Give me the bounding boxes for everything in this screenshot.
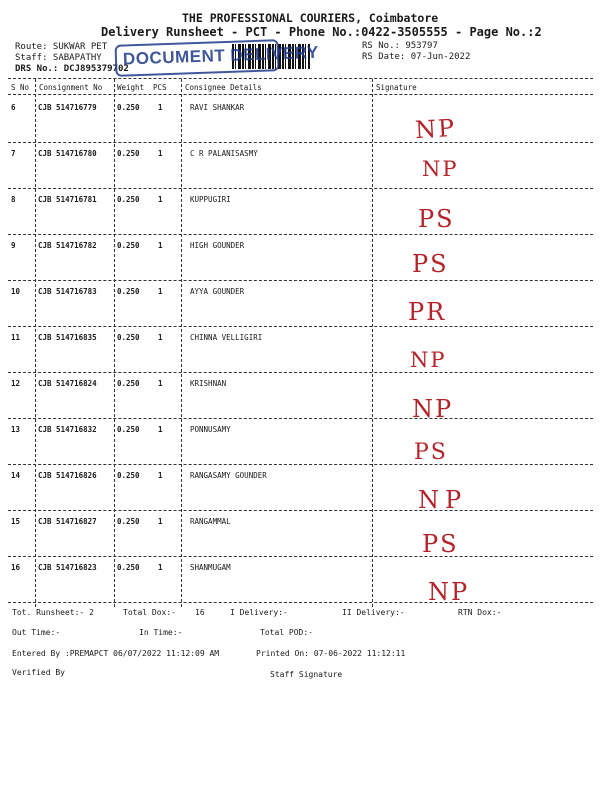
row-consignee: KUPPUGIRI — [190, 195, 231, 204]
row-sno: 12 — [11, 379, 21, 388]
row-consignee: RANGASAMY GOUNDER — [190, 471, 267, 480]
row-rule — [8, 326, 593, 327]
staff-label: Staff: SABAPATHY — [15, 53, 102, 63]
row-pcs: 1 — [158, 471, 163, 480]
row-sno: 13 — [11, 425, 21, 434]
row-consignment: CJB 514716832 — [38, 425, 97, 434]
row-rule — [8, 510, 593, 511]
row-consignee: AYYA GOUNDER — [190, 287, 245, 296]
col-header-pcs: PCS — [153, 83, 167, 92]
col-header-consignment: Consignment No — [39, 83, 103, 92]
table-header-rule — [8, 94, 593, 95]
col-divider-consignment — [114, 79, 115, 607]
row-signature: PS — [422, 530, 459, 558]
row-signature: NP — [410, 348, 447, 372]
row-rule — [8, 372, 593, 373]
entered-by: Entered By :PREMAPCT 06/07/2022 11:12:09 AM — [12, 649, 220, 658]
row-pcs: 1 — [158, 287, 163, 296]
route-label: Route: SUKWAR PET — [15, 42, 108, 52]
rtn-dox: RTN Dox:- — [458, 608, 502, 617]
in-time: In Time:- — [139, 628, 183, 637]
row-consignee: PONNUSAMY — [190, 425, 231, 434]
table-top-rule — [8, 78, 593, 79]
rs-date: RS Date: 07-Jun-2022 — [362, 52, 471, 62]
row-signature: PR — [408, 298, 447, 326]
row-pcs: 1 — [158, 517, 163, 526]
row-weight: 0.250 — [117, 563, 140, 572]
row-consignment: CJB 514716823 — [38, 563, 97, 572]
out-time: Out Time:- — [12, 628, 61, 637]
row-consignment: CJB 514716782 — [38, 241, 97, 250]
total-pod: Total POD:- — [260, 628, 313, 637]
row-weight: 0.250 — [117, 471, 140, 480]
row-consignment: CJB 514716824 — [38, 379, 97, 388]
rs-number: RS No.: 953797 — [362, 41, 438, 51]
row-rule — [8, 464, 593, 465]
row-rule — [8, 280, 593, 281]
row-pcs: 1 — [158, 195, 163, 204]
row-consignee: C R PALANISASMY — [190, 149, 258, 158]
col-header-signature: Signature — [376, 83, 417, 92]
document-delivery-stamp — [114, 39, 320, 77]
stamp-text: DOCUMENT DELIVERY — [122, 42, 320, 69]
total-runsheet: Tot. Runsheet:- 2 — [12, 608, 94, 617]
row-pcs: 1 — [158, 563, 163, 572]
row-weight: 0.250 — [117, 149, 140, 158]
staff-signature: Staff Signature — [270, 670, 343, 679]
row-rule — [8, 556, 593, 557]
row-weight: 0.250 — [117, 287, 140, 296]
row-weight: 0.250 — [117, 517, 140, 526]
row-sno: 9 — [11, 241, 16, 250]
col-header-sno: S No — [11, 83, 30, 92]
row-consignee: KRISHNAN — [190, 379, 227, 388]
col-header-consignee: Consignee Details — [185, 83, 262, 92]
i-delivery: I Delivery:- — [230, 608, 288, 617]
col-divider-consignee — [372, 79, 373, 607]
row-consignment: CJB 514716835 — [38, 333, 97, 342]
row-signature: PS — [414, 440, 448, 465]
row-consignment: CJB 514716827 — [38, 517, 97, 526]
row-weight: 0.250 — [117, 379, 140, 388]
row-pcs: 1 — [158, 379, 163, 388]
row-sno: 8 — [11, 195, 16, 204]
row-consignment: CJB 514716781 — [38, 195, 97, 204]
row-sno: 14 — [11, 471, 21, 480]
row-rule — [8, 188, 593, 189]
printed-on: Printed On: 07-06-2022 11:12:11 — [256, 649, 406, 658]
ii-delivery: II Delivery:- — [342, 608, 405, 617]
row-sno: 10 — [11, 287, 21, 296]
row-signature: NP — [414, 113, 457, 145]
row-sno: 7 — [11, 149, 16, 158]
row-pcs: 1 — [158, 425, 163, 434]
drs-number: DRS No.: DCJ895379702 — [15, 64, 129, 74]
row-signature: NP — [422, 157, 459, 181]
row-weight: 0.250 — [117, 195, 140, 204]
row-consignee: HIGH GOUNDER — [190, 241, 245, 250]
row-sno: 16 — [11, 563, 21, 572]
col-header-weight: Weight — [117, 83, 145, 92]
row-weight: 0.250 — [117, 425, 140, 434]
row-consignee: SHANMUGAM — [190, 563, 231, 572]
runsheet-title: Delivery Runsheet - PCT - Phone No.:0422-3505555 - Page No.:2 — [101, 25, 542, 39]
row-rule — [8, 234, 593, 235]
row-consignment: CJB 514716783 — [38, 287, 97, 296]
row-signature: PS — [412, 250, 449, 278]
verified-by: Verified By — [12, 668, 65, 677]
row-sno: 15 — [11, 517, 21, 526]
col-divider-pcs — [181, 79, 182, 607]
row-pcs: 1 — [158, 241, 163, 250]
company-name: THE PROFESSIONAL COURIERS, Coimbatore — [182, 11, 439, 25]
row-signature: NP — [418, 486, 468, 514]
col-divider-sno — [35, 79, 36, 607]
row-consignee: RANGAMMAL — [190, 517, 231, 526]
row-sno: 11 — [11, 333, 21, 342]
row-weight: 0.250 — [117, 241, 140, 250]
row-signature: NP — [428, 578, 470, 606]
row-weight: 0.250 — [117, 103, 140, 112]
row-consignment: CJB 514716780 — [38, 149, 97, 158]
row-signature: PS — [418, 205, 455, 233]
row-consignment: CJB 514716826 — [38, 471, 97, 480]
row-signature: NP — [412, 395, 454, 423]
row-rule — [8, 418, 593, 419]
row-pcs: 1 — [158, 103, 163, 112]
total-dox-value: 16 — [195, 608, 205, 617]
row-pcs: 1 — [158, 333, 163, 342]
row-weight: 0.250 — [117, 333, 140, 342]
table-bottom-rule — [8, 602, 593, 603]
total-dox-label: Total Dox:- — [123, 608, 176, 617]
row-consignment: CJB 514716779 — [38, 103, 97, 112]
row-pcs: 1 — [158, 149, 163, 158]
row-consignee: CHINNA VELLIGIRI — [190, 333, 263, 342]
row-rule — [8, 142, 593, 143]
row-consignee: RAVI SHANKAR — [190, 103, 245, 112]
row-sno: 6 — [11, 103, 16, 112]
